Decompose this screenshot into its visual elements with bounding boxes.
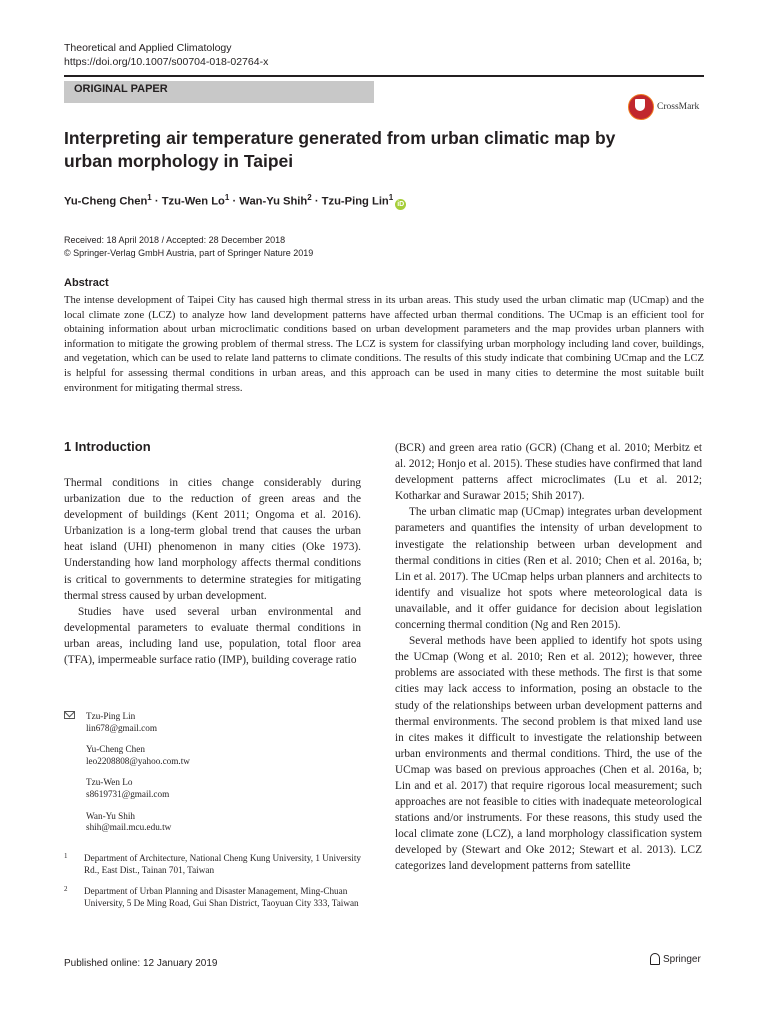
contact <box>86 711 361 734</box>
author-name[interactable]: Tzu-Wen Lo <box>161 195 225 208</box>
contact-name: Tzu-Ping Lin <box>86 711 136 721</box>
paragraph: Several methods have been applied to identify hot spots using the UCmap (Wong et al. 2010; Ren et al. 2012); however, three problems are associated with these methods. The first is that some cities may lack access to information, posing an obstacle to the study of the relationships between urban development patterns and thermal environments. The second problem is that mixed land use in cites makes it difficult to investigate the relationship between urban environments and thermal conditions. Third, the use of the UCmap was based on previous approaches (Chen et al. 2016a, b; Lin and et al. 2017) that require rigorous local measurement; such approaches are not feasible to cities with inadequate meteorological stations and/or instruments. For these reasons, this study used the local climate zone (LCZ), a land morphology classification system developed by (Stewart and Oke 2012; Stewart et al. 2013). LCZ categorizes land development patterns from satellite <box>395 635 702 873</box>
affiliations <box>64 853 361 919</box>
published-date: Published online: 12 January 2019 <box>64 958 218 969</box>
publisher-logo <box>650 953 701 965</box>
affiliation: 2 Department of Urban Planning and Disaster Management, Ming-Chuan University, 5 De Ming Road, Gui Shan District, Taoyuan City 333, Taiwan <box>64 885 359 908</box>
contact <box>86 811 361 834</box>
springer-horse-icon <box>650 953 660 965</box>
journal-header <box>64 41 268 69</box>
header-rule <box>64 75 704 77</box>
author-name[interactable]: Wan-Yu Shih <box>239 195 308 208</box>
paper-title: Interpreting air temperature generated from urban climatic map by urban morphology in Taipei <box>64 128 616 171</box>
copyright: © Springer-Verlag GmbH Austria, part of Springer Nature 2019 <box>64 248 314 258</box>
crossmark-label: CrossMark <box>657 102 700 112</box>
paragraph: Thermal conditions in cities change considerably during urbanization due to the reduction of green areas and the development of buildings (Kent 2011; Ongoma et al. 2016). Urbanization is a long-term global trend that causes the urban heat island (UHI) phenomenon in many cities (Oke 1973). Understanding how land morphology affects thermal conditions is critical to governments to determine strategies for mitigating thermal stress caused by urban development. <box>64 477 361 602</box>
article-dates <box>64 234 313 260</box>
abstract-text: The intense development of Taipei City has caused high thermal stress in its urban areas. This study used the urban climatic map (UCmap) and the local climate zone (LCZ) to analyze how land development patterns have affected urban thermal conditions. The UCmap is an efficient tool for obtaining information about urban microclimatic conditions based on urban development parameters and the map provides urban planners with information to mitigate the growing problem of thermal stress. The LCZ is system for classifying urban morphology including land cover, buildings, and vegetation, which can be used to relate land patterns to climate conditions. The results of this study indicate that combining UCmap and the LCZ is helpful for assessing thermal conditions in urban areas, and this approach can be used in many cities to determine the most suitable built environment for mitigating thermal stress. <box>64 295 704 394</box>
contact-name: Wan-Yu Shih <box>86 810 136 821</box>
contact-name: Tzu-Wen Lo <box>86 777 133 788</box>
contact-email[interactable]: lin678@gmail.com <box>86 722 157 733</box>
publisher-name: Springer <box>663 953 701 965</box>
section-label: ORIGINAL PAPER <box>64 81 374 103</box>
author-name[interactable]: Tzu-Ping Lin <box>321 195 389 208</box>
crossmark-icon <box>628 94 654 120</box>
crossmark-badge[interactable] <box>628 92 708 122</box>
journal-name: Theoretical and Applied Climatology <box>64 42 232 54</box>
contact-email[interactable]: leo2208808@yahoo.com.tw <box>86 755 190 766</box>
received-accepted: Received: 18 April 2018 / Accepted: 28 December 2018 <box>64 235 286 245</box>
contact <box>86 744 361 767</box>
left-column <box>64 475 361 668</box>
paragraph: (BCR) and green area ratio (GCR) (Chang et al. 2010; Merbitz et al. 2012; Honjo et al. 2015). These studies have confirmed that land development patterns affect microclimates (Lu et al. 2012; Kotharkar and Surawar 2015; Shih 2017). <box>395 442 702 503</box>
contact-email[interactable]: s8619731@gmail.com <box>86 788 170 799</box>
doi-link[interactable]: https://doi.org/10.1007/s00704-018-02764-x <box>64 56 269 68</box>
right-column <box>395 440 702 875</box>
abstract-heading: Abstract <box>64 277 109 289</box>
section-heading: 1 Introduction <box>64 439 151 454</box>
paragraph: The urban climatic map (UCmap) integrates urban development parameters and quantifies the intensity of urban development to investigate the relationship between urban development and thermal conditions in cities (Ren et al. 2010; Chen et al. 2016a, b; Lin et al. 2017). The UCmap helps urban planners and architects to identify and visualize hot spots where meteorological data is unavailable, and it offer guidance for decision about legislation concerning thermal condition (Ng and Ren 2015). <box>395 506 702 632</box>
paragraph: Studies have used several urban environmental and developmental parameters to evaluate thermal conditions in urban areas, including land use, population, total floor area (TFA), impermeable surface ratio (IMP), building coverage ratio <box>64 605 361 667</box>
correspondence-block <box>64 711 361 844</box>
orcid-icon[interactable]: iD <box>397 200 405 208</box>
contact-name: Yu-Cheng Chen <box>86 744 145 755</box>
affiliation: 1 Department of Architecture, National Cheng Kung University, 1 University Rd., East Dist., Tainan 701, Taiwan <box>64 852 362 875</box>
contact <box>86 777 361 800</box>
author-list: Yu-Cheng Chen$^1$ · Tzu-Wen Lo$^1$ · Wan-Yu Shih$^2$ · Tzu-Ping Lin$^1$iD <box>64 193 405 208</box>
author-name[interactable]: Yu-Cheng Chen <box>64 195 148 208</box>
contact-email[interactable]: shih@mail.mcu.edu.tw <box>86 822 172 833</box>
envelope-icon <box>64 711 75 719</box>
